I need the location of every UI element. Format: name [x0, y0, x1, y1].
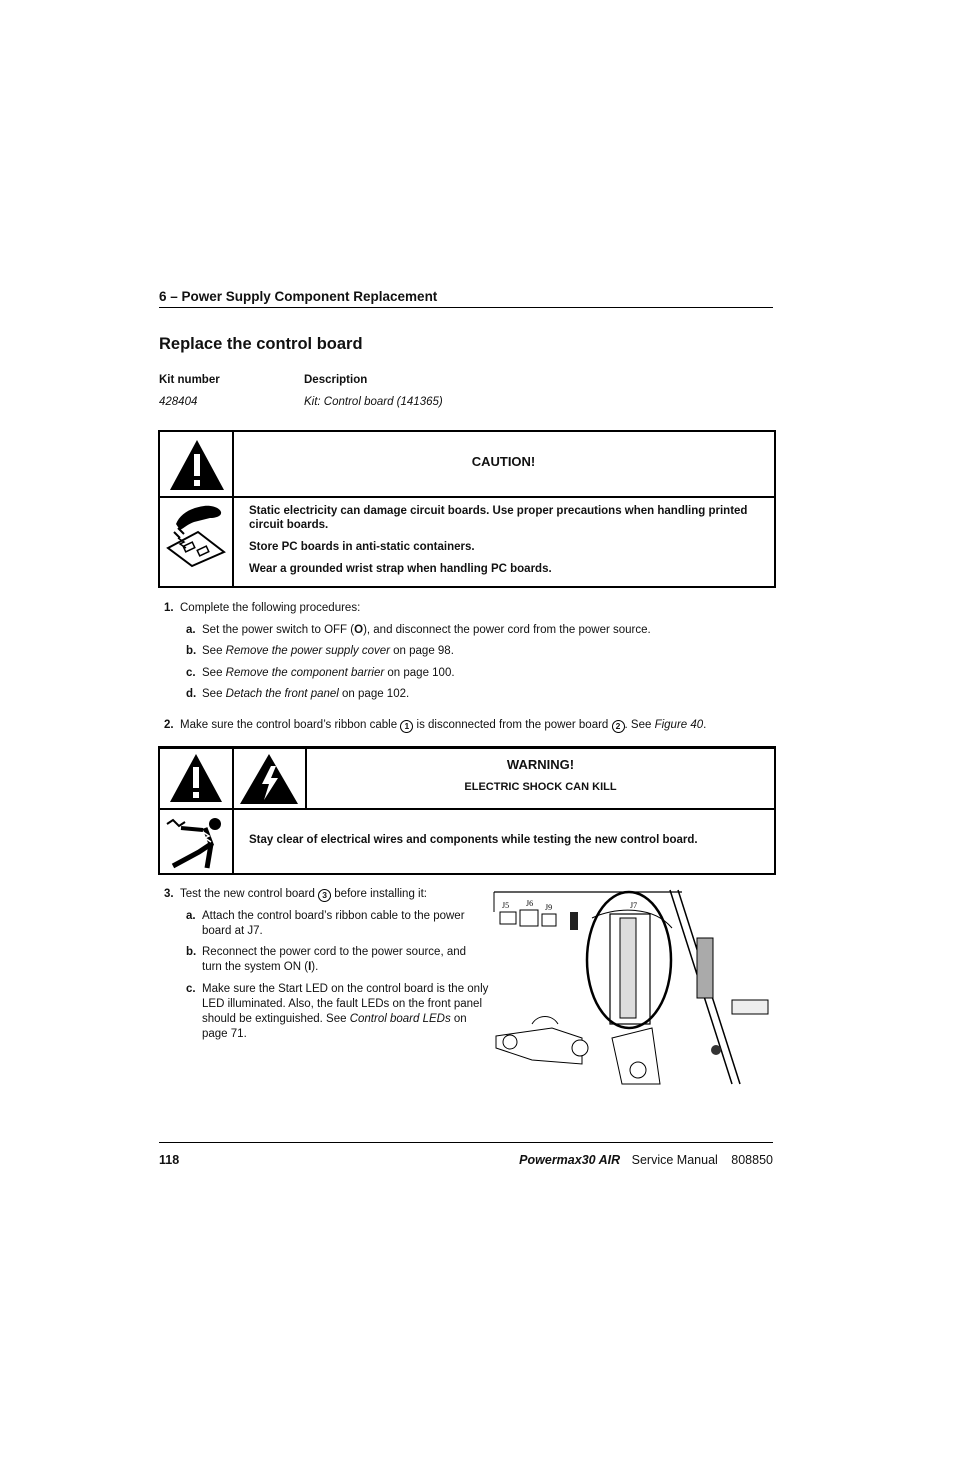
step-1a-text: Set the power switch to OFF (O), and disconnect the power cord from the power source. [202, 624, 651, 636]
step-3b-text: Reconnect the power cord to the power source, and turn the system ON (I). [202, 946, 467, 973]
step-3a-number: a. [186, 910, 196, 922]
warning-triangle-icon [168, 752, 224, 809]
footer-doc-info [519, 1153, 773, 1167]
caution-title: CAUTION! [471, 454, 536, 469]
figure-label-j7: J7 [630, 901, 638, 910]
figure-label-j6: J6 [526, 899, 534, 908]
link-remove-power-supply-cover[interactable]: Remove the power supply cover [225, 645, 390, 657]
product-name: Powermax30 AIR [519, 1153, 621, 1167]
link-control-board-leds[interactable]: Control board LEDs [349, 1013, 451, 1025]
kit-number-header: Kit number [159, 374, 220, 386]
footer-rule [159, 1142, 773, 1143]
step-1d-number: d. [186, 688, 197, 700]
step-3b-number: b. [186, 946, 197, 958]
warning-divider-v2 [305, 746, 307, 810]
link-detach-front-panel[interactable]: Detach the front panel [225, 688, 339, 700]
warning-top-bar [158, 746, 776, 749]
link-remove-component-barrier[interactable]: Remove the component barrier [225, 667, 385, 679]
figure-label-j9: J9 [545, 903, 553, 912]
warning-text: Stay clear of electrical wires and components while testing the new control board. [249, 834, 698, 846]
static-hand-icon [164, 502, 228, 573]
step-3c-text: Make sure the Start LED on the control board is the only LED illuminated. Also, the fault LEDs on the front panel should be extinguished. See Control board LEDs on page 71. [202, 983, 489, 1040]
link-figure-40[interactable]: Figure 40 [654, 719, 704, 731]
doc-number: 808850 [731, 1153, 773, 1167]
step-1d-text: See Detach the front panel on page 102. [202, 688, 410, 700]
caution-line-3: Wear a grounded wrist strap when handling PC boards. [249, 563, 552, 575]
step-1-number: 1. [164, 602, 174, 614]
figure-label-j5: J5 [502, 901, 510, 910]
description-header: Description [304, 374, 368, 386]
callout-3: 3 [318, 889, 331, 902]
caution-divider-h [158, 496, 776, 498]
caution-line-2: Store PC boards in anti-static containers. [249, 541, 475, 553]
step-2-number: 2. [164, 719, 174, 731]
warning-divider-v1 [232, 746, 234, 875]
caution-triangle-icon [168, 438, 226, 497]
chapter-header: 6 – Power Supply Component Replacement [159, 289, 438, 304]
step-2-text: Make sure the control board’s ribbon cable 1 is disconnected from the power board 2 . See Figure 40. [180, 719, 707, 731]
step-1c-number: c. [186, 667, 196, 679]
caution-line-1: Static electricity can damage circuit boards. Use proper precautions when handling printed circuit boards. [249, 505, 748, 531]
warning-subtitle: ELECTRIC SHOCK CAN KILL [464, 781, 617, 793]
description-value: Kit: Control board (141365) [304, 396, 443, 408]
step-1-text: Complete the following procedures: [180, 602, 361, 614]
step-3c-number: c. [186, 983, 196, 995]
step-1a-number: a. [186, 624, 196, 636]
control-board-figure [492, 888, 774, 1093]
step-1c-text: See Remove the component barrier on page 100. [202, 667, 455, 679]
electric-shock-person-icon [163, 814, 229, 875]
step-3-number: 3. [164, 888, 174, 900]
high-voltage-icon [238, 752, 300, 811]
page-number: 118 [159, 1153, 180, 1167]
step-1b-text: See Remove the power supply cover on page 98. [202, 645, 454, 657]
header-rule [159, 307, 773, 308]
warning-title: WARNING! [506, 757, 575, 772]
step-3a-text: Attach the control board’s ribbon cable to the power board at J7. [202, 910, 465, 937]
step-3-text: Test the new control board 3 before installing it: [180, 888, 427, 900]
section-title: Replace the control board [159, 335, 363, 353]
manual-type: Service Manual [631, 1153, 718, 1167]
kit-number-value: 428404 [159, 396, 198, 408]
step-1b-number: b. [186, 645, 197, 657]
callout-2: 2 [612, 720, 625, 733]
callout-1: 1 [400, 720, 413, 733]
